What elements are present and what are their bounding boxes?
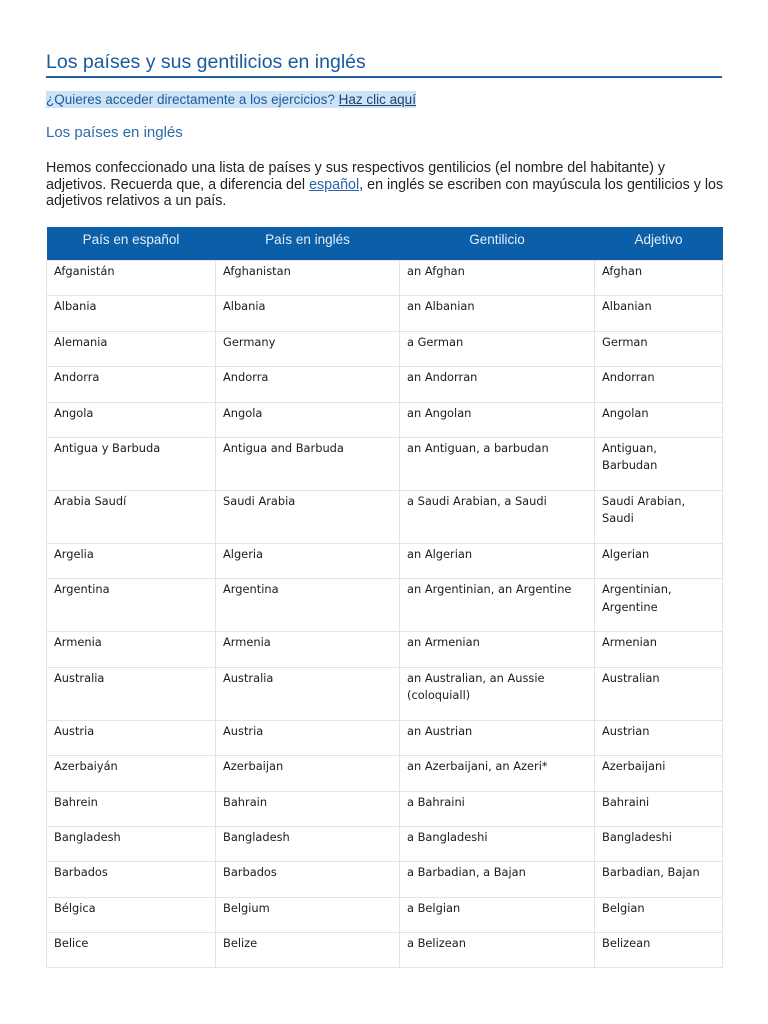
table-row xyxy=(47,862,723,897)
cell-pais-espanol: Alemania xyxy=(47,331,216,366)
cell-gentilicio: a Barbadian, a Bajan xyxy=(400,862,595,897)
table-row xyxy=(47,933,723,968)
cell-pais-ingles: Antigua and Barbuda xyxy=(216,437,400,490)
cell-pais-espanol: Azerbaiyán xyxy=(47,756,216,791)
header-gentilicio: Gentilicio xyxy=(400,227,595,261)
exercises-notice xyxy=(46,91,722,108)
cell-gentilicio: an Antiguan, a barbudan xyxy=(400,437,595,490)
table-row xyxy=(47,579,723,632)
cell-pais-ingles: Belize xyxy=(216,933,400,968)
table-body xyxy=(47,261,723,968)
cell-pais-espanol: Argelia xyxy=(47,543,216,578)
intro-paragraph xyxy=(46,160,726,210)
cell-adjetivo: Bangladeshi xyxy=(595,826,723,861)
cell-pais-ingles: Angola xyxy=(216,402,400,437)
header-adjetivo: Adjetivo xyxy=(595,227,723,261)
cell-adjetivo: Australian xyxy=(595,667,723,720)
table-row xyxy=(47,720,723,755)
header-pais-espanol: País en español xyxy=(47,227,216,261)
cell-gentilicio: an Australian, an Aussie (coloquiall) xyxy=(400,667,595,720)
cell-pais-espanol: Antigua y Barbuda xyxy=(47,437,216,490)
intro-text-2: , en inglés se escriben con mayúscula los gentilicios y los adjetivos relativos a un país. xyxy=(46,176,724,209)
cell-pais-espanol: Arabia Saudí xyxy=(47,490,216,543)
cell-gentilicio: a Belgian xyxy=(400,897,595,932)
intro-text-1: Hemos confeccionado una lista de países y sus respectivos gentilicios (el nombre del habitante) y adjetivos. Recuerda que, a diferencia del xyxy=(46,160,666,193)
table-row xyxy=(47,261,723,296)
cell-gentilicio: a Saudi Arabian, a Saudi xyxy=(400,490,595,543)
section-subtitle: Los países en inglés xyxy=(46,124,183,141)
cell-adjetivo: Antiguan, Barbudan xyxy=(595,437,723,490)
table-row xyxy=(47,667,723,720)
notice-question: ¿Quieres acceder directamente a los ejercicios? xyxy=(46,92,335,107)
cell-adjetivo: Saudi Arabian, Saudi xyxy=(595,490,723,543)
cell-adjetivo: Belizean xyxy=(595,933,723,968)
cell-gentilicio: an Argentinian, an Argentine xyxy=(400,579,595,632)
table-row xyxy=(47,632,723,667)
cell-pais-ingles: Germany xyxy=(216,331,400,366)
cell-adjetivo: Andorran xyxy=(595,367,723,402)
cell-gentilicio: a Bangladeshi xyxy=(400,826,595,861)
cell-adjetivo: Azerbaijani xyxy=(595,756,723,791)
cell-pais-ingles: Saudi Arabia xyxy=(216,490,400,543)
cell-pais-espanol: Australia xyxy=(47,667,216,720)
cell-adjetivo: Algerian xyxy=(595,543,723,578)
cell-pais-ingles: Barbados xyxy=(216,862,400,897)
cell-pais-ingles: Bangladesh xyxy=(216,826,400,861)
cell-pais-ingles: Armenia xyxy=(216,632,400,667)
cell-adjetivo: Angolan xyxy=(595,402,723,437)
cell-adjetivo: Austrian xyxy=(595,720,723,755)
table-row xyxy=(47,791,723,826)
header-pais-ingles: País en inglés xyxy=(216,227,400,261)
cell-pais-espanol: Barbados xyxy=(47,862,216,897)
cell-gentilicio: an Algerian xyxy=(400,543,595,578)
cell-pais-espanol: Albania xyxy=(47,296,216,331)
cell-gentilicio: an Albanian xyxy=(400,296,595,331)
cell-pais-espanol: Argentina xyxy=(47,579,216,632)
cell-pais-ingles: Andorra xyxy=(216,367,400,402)
cell-pais-espanol: Austria xyxy=(47,720,216,755)
cell-gentilicio: an Austrian xyxy=(400,720,595,755)
espanol-link[interactable]: español xyxy=(309,176,360,193)
cell-pais-espanol: Armenia xyxy=(47,632,216,667)
table-row xyxy=(47,367,723,402)
cell-pais-ingles: Algeria xyxy=(216,543,400,578)
cell-gentilicio: a Belizean xyxy=(400,933,595,968)
table-row xyxy=(47,331,723,366)
cell-gentilicio: an Azerbaijani, an Azeri* xyxy=(400,756,595,791)
table-row xyxy=(47,897,723,932)
notice-highlight xyxy=(46,91,416,108)
cell-pais-ingles: Argentina xyxy=(216,579,400,632)
cell-adjetivo: Argentinian, Argentine xyxy=(595,579,723,632)
cell-pais-espanol: Afganistán xyxy=(47,261,216,296)
table-row xyxy=(47,402,723,437)
cell-pais-espanol: Bahrein xyxy=(47,791,216,826)
page-title: Los países y sus gentilicios en inglés xyxy=(46,50,722,78)
cell-adjetivo: Afghan xyxy=(595,261,723,296)
cell-pais-espanol: Bélgica xyxy=(47,897,216,932)
cell-gentilicio: a German xyxy=(400,331,595,366)
cell-adjetivo: Belgian xyxy=(595,897,723,932)
table-row xyxy=(47,437,723,490)
cell-gentilicio: a Bahraini xyxy=(400,791,595,826)
table-row xyxy=(47,756,723,791)
table-header-row xyxy=(47,227,723,261)
cell-gentilicio: an Armenian xyxy=(400,632,595,667)
table-row xyxy=(47,296,723,331)
cell-adjetivo: Albanian xyxy=(595,296,723,331)
cell-pais-ingles: Austria xyxy=(216,720,400,755)
table-row xyxy=(47,490,723,543)
document-page xyxy=(46,50,722,968)
table-row xyxy=(47,826,723,861)
countries-table xyxy=(46,227,723,969)
cell-adjetivo: Bahraini xyxy=(595,791,723,826)
cell-adjetivo: Barbadian, Bajan xyxy=(595,862,723,897)
cell-pais-ingles: Belgium xyxy=(216,897,400,932)
cell-pais-ingles: Bahrain xyxy=(216,791,400,826)
cell-pais-espanol: Andorra xyxy=(47,367,216,402)
cell-pais-espanol: Angola xyxy=(47,402,216,437)
cell-pais-ingles: Australia xyxy=(216,667,400,720)
cell-gentilicio: an Afghan xyxy=(400,261,595,296)
cell-adjetivo: Armenian xyxy=(595,632,723,667)
table-row xyxy=(47,543,723,578)
cell-pais-ingles: Afghanistan xyxy=(216,261,400,296)
cell-gentilicio: an Angolan xyxy=(400,402,595,437)
cell-pais-ingles: Azerbaijan xyxy=(216,756,400,791)
cell-pais-espanol: Belice xyxy=(47,933,216,968)
exercises-link[interactable]: Haz clic aquí xyxy=(338,92,416,107)
cell-gentilicio: an Andorran xyxy=(400,367,595,402)
cell-pais-ingles: Albania xyxy=(216,296,400,331)
cell-pais-espanol: Bangladesh xyxy=(47,826,216,861)
cell-adjetivo: German xyxy=(595,331,723,366)
